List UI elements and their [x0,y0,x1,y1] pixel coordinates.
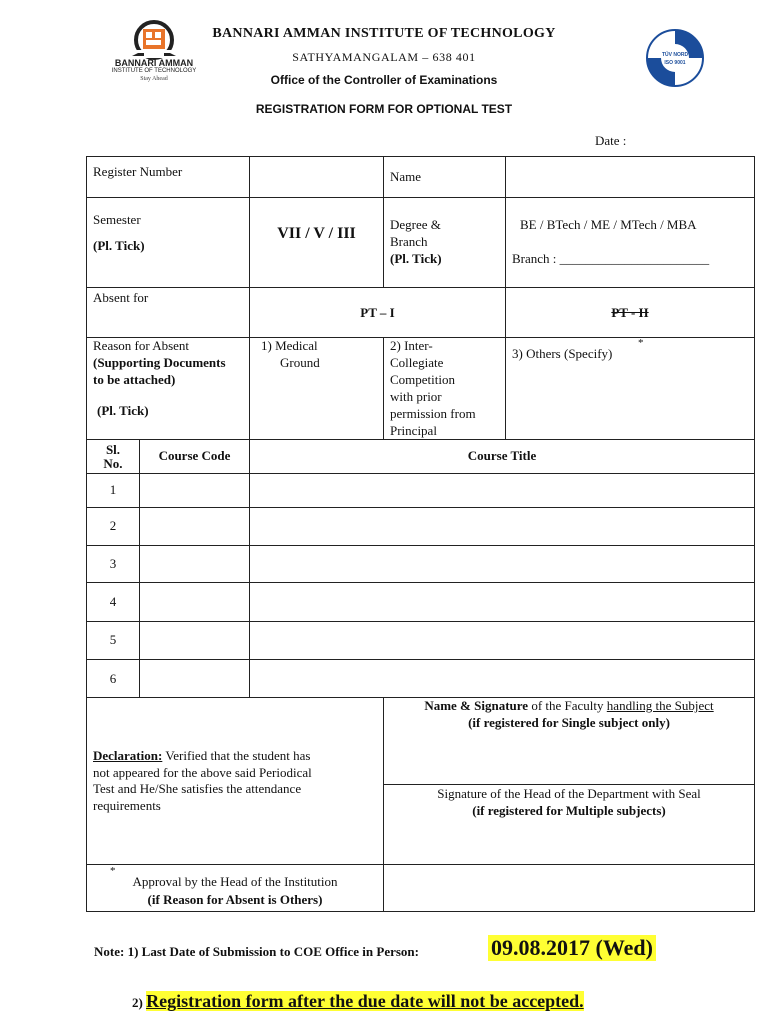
table-row-serial: 5 [109,632,117,647]
reason-label: Reason for Absent [93,338,190,353]
supporting-docs-note-1: (Supporting Documents [93,355,226,370]
declaration-line-2: not appeared for the above said Periodical [93,765,312,780]
register-number-label: Register Number [93,164,183,179]
badge-label-bottom: ISO 9001 [664,60,686,66]
reason-medical-1[interactable]: 1) Medical [261,338,318,353]
reason-others[interactable]: 3) Others (Specify) [512,346,613,361]
institute-name: BANNARI AMMAN INSTITUTE OF TECHNOLOGY [212,26,556,41]
form-title: REGISTRATION FORM FOR OPTIONAL TEST [255,102,513,116]
semester-options[interactable]: VII / V / III [277,225,356,242]
asterisk-mark: * [638,337,644,349]
declaration-label: Declaration: [93,748,163,763]
reason-tick-hint: (Pl. Tick) [97,403,149,418]
course-code-field[interactable] [141,509,248,544]
hod-signature-label: Signature of the Head of the Department with Seal [437,786,701,801]
name-label: Name [390,169,422,184]
table-row-serial: 6 [109,671,117,686]
course-code-field[interactable] [141,584,248,620]
col-course-title: Course Title [467,448,537,463]
institute-location: SATHYAMANGALAM – 638 401 [292,50,476,64]
degree-options[interactable]: BE / BTech / ME / MTech / MBA [520,217,697,232]
course-code-field[interactable] [141,547,248,581]
course-title-field[interactable] [251,475,753,506]
date-label: Date : [595,133,627,148]
course-title-field[interactable] [251,661,753,696]
logo-tagline: Stay Ahead [140,76,168,82]
course-title-field[interactable] [251,623,753,658]
semester-label: Semester [93,212,141,227]
branch-field[interactable]: Branch : _______________________ [512,251,710,266]
course-title-field[interactable] [251,547,753,581]
register-number-field[interactable] [251,158,382,196]
course-code-field[interactable] [141,623,248,658]
note2-text: Registration form after the due date will not be accepted. [146,991,584,1011]
col-course-code: Course Code [158,448,231,463]
approval-note: (if Reason for Absent is Others) [147,892,323,907]
faculty-signature-note: (if registered for Single subject only) [468,715,670,730]
col-sl-label-1: Sl. [105,442,121,457]
degree-branch-label-2: Branch [390,234,428,249]
reason-intercollegiate-1[interactable]: 2) Inter- [390,338,433,353]
table-row-serial: 4 [109,594,117,609]
reason-intercollegiate-2: Collegiate [390,355,444,370]
course-code-field[interactable] [141,661,248,696]
course-title-field[interactable] [251,509,753,544]
faculty-rest: of the Faculty [528,698,607,713]
course-code-field[interactable] [141,475,248,506]
course-title-field[interactable] [251,584,753,620]
declaration-text-1: Verified that the student has [162,748,311,763]
faculty-bold: Name & Signature [424,698,529,713]
degree-branch-label-1: Degree & [390,217,441,232]
table-row-serial: 2 [109,518,117,533]
degree-tick-hint: (Pl. Tick) [390,251,442,266]
name-field[interactable] [507,158,753,196]
declaration-line-4: requirements [93,798,161,813]
pt1-option[interactable]: PT – I [360,305,395,320]
supporting-docs-note-2: to be attached) [93,372,176,387]
reason-intercollegiate-3: Competition [390,372,455,387]
reason-intercollegiate-4: with prior [390,389,442,404]
badge-label-top: TÜV NORD [661,52,689,58]
last-date-highlight: 09.08.2017 (Wed) [488,935,656,961]
semester-tick-hint: (Pl. Tick) [93,238,145,253]
faculty-signature-label [384,698,754,715]
table-row-serial: 1 [109,482,117,497]
faculty-underline: handling the Subject [606,698,714,713]
logo-subtext: INSTITUTE OF TECHNOLOGY [111,68,197,74]
col-sl-label-2: No. [103,456,123,471]
pt2-option[interactable]: PT - II [611,305,649,320]
table-row-serial: 3 [109,556,117,571]
reason-medical-2: Ground [280,355,320,370]
office-name: Office of the Controller of Examinations [270,73,498,87]
note2-number: 2) [132,995,143,1010]
logo-text: BANNARI AMMAN [114,58,194,68]
reason-intercollegiate-6: Principal [390,423,437,438]
declaration-line-3: Test and He/She satisfies the attendance [93,781,302,796]
hod-signature-note: (if registered for Multiple subjects) [472,803,666,818]
submission-note: Note: 1) Last Date of Submission to COE Office in Person: [94,944,419,959]
approval-asterisk: * [110,865,116,877]
approval-label: Approval by the Head of the Institution [132,874,338,889]
declaration-line-1 [93,748,310,765]
reason-intercollegiate-5: permission from [390,406,476,421]
absent-for-label: Absent for [93,290,149,305]
due-date-warning [132,991,584,1012]
